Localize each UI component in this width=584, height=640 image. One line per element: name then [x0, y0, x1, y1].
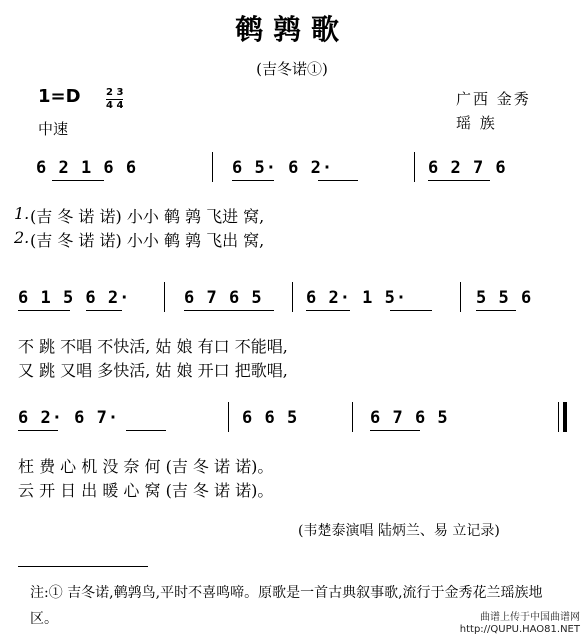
beam-line	[370, 430, 420, 431]
watermark-line2: http://QUPU.HAO81.NET	[459, 624, 580, 635]
beam-line	[126, 430, 166, 431]
song-subtitle: (吉冬诺①)	[256, 60, 328, 78]
footnote: 注:① 吉冬诺,鹌鹑鸟,平时不喜鸣啼。原歌是一首古典叙事歌,流行于金秀花兰瑶族地区。	[30, 585, 543, 627]
beam-line	[232, 180, 274, 181]
time-signature-top: 2 3	[106, 87, 124, 98]
barline	[212, 152, 213, 182]
verse-1-number: 1.	[14, 204, 30, 223]
tempo-marking: 中速	[38, 120, 69, 138]
footnote-divider	[18, 566, 148, 567]
performer-credit: (韦楚泰演唱 陆炳兰、易 立记录)	[298, 523, 500, 539]
verse-2-lyric: (吉 冬 诺 诺) 小小 鹌 鹑 飞出 窝,	[30, 231, 265, 250]
final-barline-thin	[558, 402, 559, 432]
verse-1-lyric: (吉 冬 诺 诺) 小小 鹌 鹑 飞进 窝,	[30, 207, 265, 226]
song-title: 鹌鹑歌	[234, 13, 349, 46]
beam-line	[318, 180, 358, 181]
beam-line	[52, 180, 104, 181]
final-barline-thick	[563, 402, 567, 432]
barline	[164, 282, 165, 312]
watermark-line1: 曲谱上传于中国曲谱网	[480, 612, 580, 623]
key-signature: 1=D	[38, 86, 81, 107]
measure-1-notes: 6 2 1 6 6	[36, 158, 138, 178]
measure-7-notes: 5 5 6	[476, 288, 533, 308]
measure-4-notes: 6 1 5 6 2·	[18, 288, 131, 308]
measure-8-notes: 6 2· 6 7·	[18, 408, 120, 428]
region-credit-line2: 瑶 族	[456, 114, 497, 132]
barline	[414, 152, 415, 182]
time-signature	[106, 88, 123, 111]
verse-1-lyric: 枉 费 心 机 没 奈 何 (吉 冬 诺 诺)。	[18, 457, 274, 476]
beam-line	[18, 310, 70, 311]
measure-9-notes: 6 6 5	[242, 408, 299, 428]
measure-10-notes: 6 7 6 5	[370, 408, 449, 428]
barline	[460, 282, 461, 312]
beam-line	[476, 310, 516, 311]
verse-2-number: 2.	[14, 228, 30, 247]
beam-line	[428, 180, 490, 181]
verse-1-lyric: 不 跳 不唱 不快活, 姑 娘 有口 不能唱,	[18, 337, 288, 356]
watermark	[460, 612, 580, 636]
beam-line	[306, 310, 350, 311]
barline	[228, 402, 229, 432]
beam-line	[86, 310, 122, 311]
beam-line	[184, 310, 274, 311]
measure-6-notes: 6 2· 1 5·	[306, 288, 408, 308]
time-signature-bottom: 4 4	[106, 100, 124, 111]
measure-2-notes: 6 5· 6 2·	[232, 158, 334, 178]
verse-2-lyric: 又 跳 又唱 多快活, 姑 娘 开口 把歌唱,	[18, 361, 288, 380]
measure-3-notes: 6 2 7 6	[428, 158, 507, 178]
beam-line	[18, 430, 58, 431]
measure-5-notes: 6 7 6 5	[184, 288, 263, 308]
barline	[352, 402, 353, 432]
verse-2-lyric: 云 开 日 出 暖 心 窝 (吉 冬 诺 诺)。	[18, 481, 274, 500]
region-credit-line1: 广西 金秀	[456, 90, 531, 108]
barline	[292, 282, 293, 312]
beam-line	[390, 310, 432, 311]
